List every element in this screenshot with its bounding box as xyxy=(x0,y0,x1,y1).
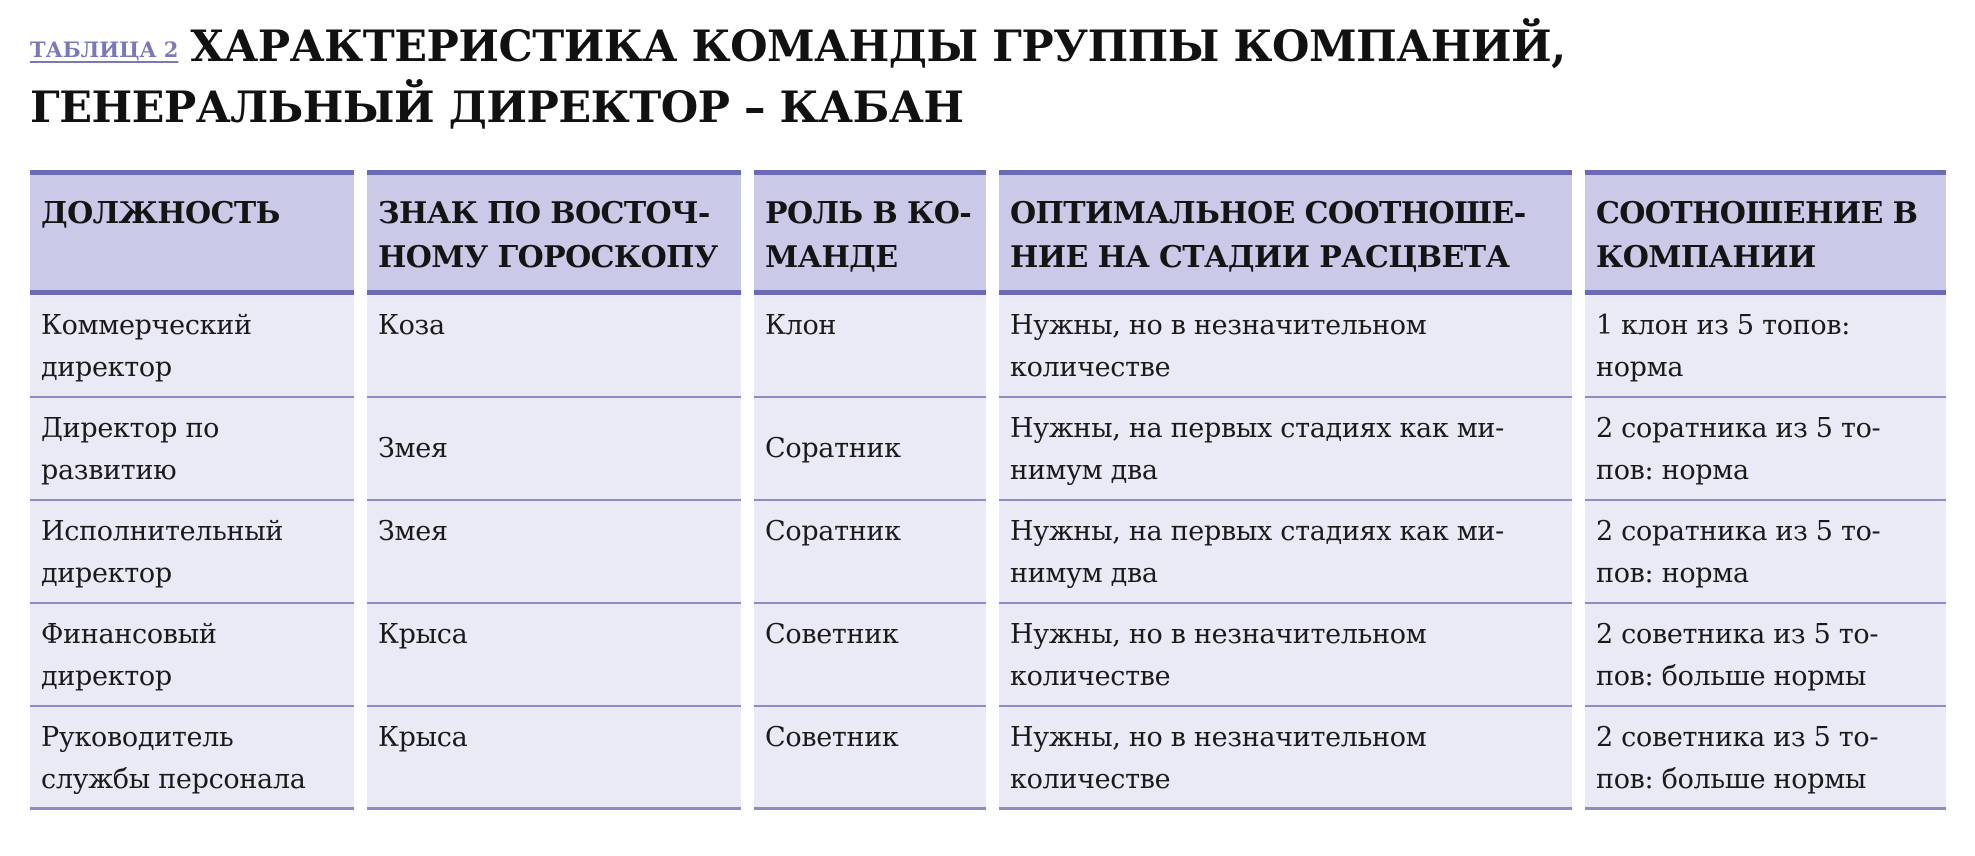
cell-optimal-row1: Нужны, но в незначительном количестве xyxy=(999,295,1572,398)
data-table xyxy=(30,170,1946,810)
cell-sign-row1: Коза xyxy=(367,295,741,398)
column-header-company-ratio: СООТНОШЕНИЕ В КОМПАНИИ xyxy=(1585,170,1946,295)
cell-position-row3: Исполнительный директор xyxy=(30,501,354,604)
cell-optimal-row4: Нужны, но в незначительном количестве xyxy=(999,604,1572,707)
table-label: ТАБЛИЦА 2 xyxy=(30,37,179,62)
cell-company-row4: 2 советника из 5 то-пов: больше нормы xyxy=(1585,604,1946,707)
column-position xyxy=(30,170,354,810)
cell-position-row5: Руководитель службы персонала xyxy=(30,707,354,810)
column-company-ratio xyxy=(1585,170,1946,810)
cell-sign-row4: Крыса xyxy=(367,604,741,707)
cell-optimal-row2: Нужны, на первых стадиях как ми-нимум два xyxy=(999,398,1572,501)
column-horoscope-sign xyxy=(367,170,741,810)
cell-sign-row2: Змея xyxy=(367,398,741,501)
cell-optimal-row5: Нужны, но в незначительном количестве xyxy=(999,707,1572,810)
column-header-optimal-ratio: ОПТИМАЛЬНОЕ СООТНОШЕ-НИЕ НА СТАДИИ РАСЦВЕТА xyxy=(999,170,1572,295)
table-title: ХАРАКТЕРИСТИКА КОМАНДЫ ГРУППЫ КОМПАНИЙ, ГЕНЕРАЛЬНЫЙ ДИРЕКТОР – КАБАН xyxy=(30,22,1566,133)
column-optimal-ratio xyxy=(999,170,1572,810)
column-header-team-role: РОЛЬ В КО-МАНДЕ xyxy=(754,170,986,295)
cell-position-row2: Директор по развитию xyxy=(30,398,354,501)
column-header-position: ДОЛЖНОСТЬ xyxy=(30,170,354,295)
cell-company-row3: 2 соратника из 5 то-пов: норма xyxy=(1585,501,1946,604)
cell-role-row5: Советник xyxy=(754,707,986,810)
page-title xyxy=(30,18,1930,137)
cell-sign-row5: Крыса xyxy=(367,707,741,810)
cell-role-row3: Соратник xyxy=(754,501,986,604)
cell-position-row1: Коммерческий директор xyxy=(30,295,354,398)
cell-role-row1: Клон xyxy=(754,295,986,398)
cell-company-row5: 2 советника из 5 то-пов: больше нормы xyxy=(1585,707,1946,810)
column-header-horoscope-sign: ЗНАК ПО ВОСТОЧ-НОМУ ГОРОСКОПУ xyxy=(367,170,741,295)
cell-position-row4: Финансовый директор xyxy=(30,604,354,707)
cell-sign-row3: Змея xyxy=(367,501,741,604)
cell-company-row1: 1 клон из 5 топов: норма xyxy=(1585,295,1946,398)
cell-optimal-row3: Нужны, на первых стадиях как ми-нимум два xyxy=(999,501,1572,604)
cell-role-row2: Соратник xyxy=(754,398,986,501)
cell-company-row2: 2 соратника из 5 то-пов: норма xyxy=(1585,398,1946,501)
title-block xyxy=(30,18,1930,137)
column-team-role xyxy=(754,170,986,810)
cell-role-row4: Советник xyxy=(754,604,986,707)
